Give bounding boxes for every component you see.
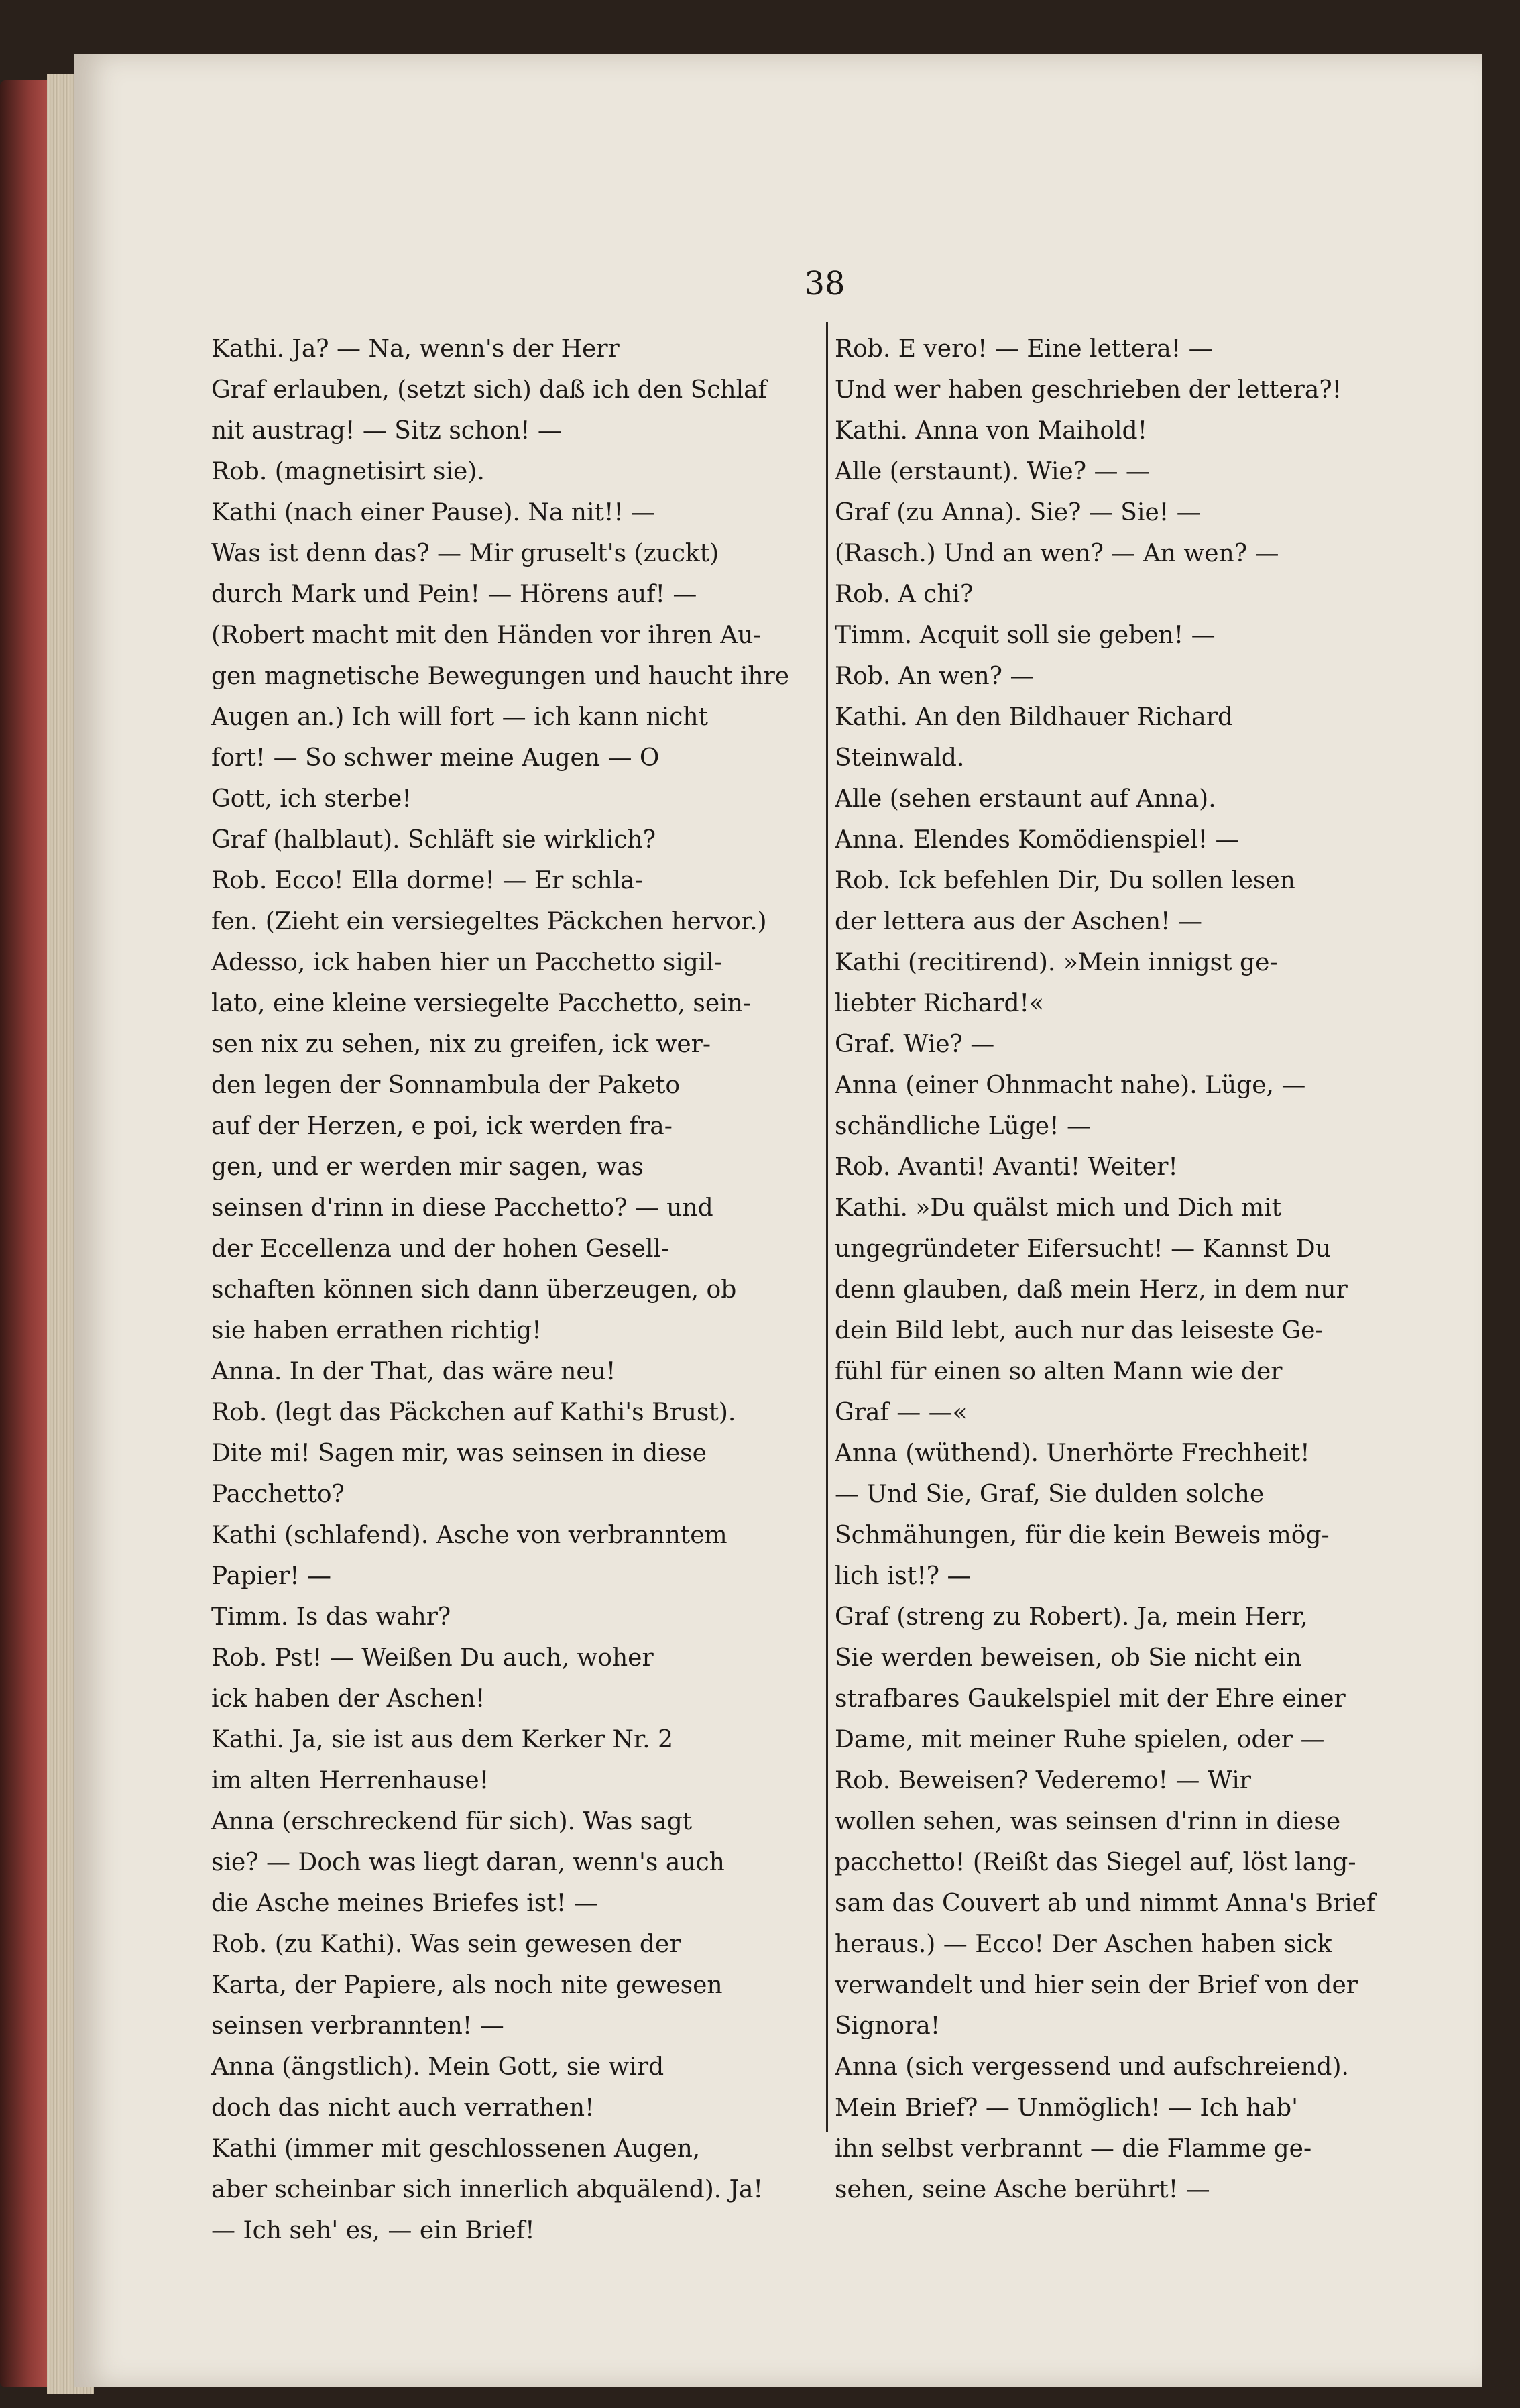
text-line: heraus.) — Ecco! Der Aschen haben sick [835, 1931, 1332, 1958]
text-line: Anna (ängstlich). Mein Gott, sie wird [211, 2053, 664, 2081]
text-line: Steinwald. [835, 744, 965, 772]
text-line: die Asche meines Briefes ist! — [211, 1890, 598, 1917]
text-line: Graf (halblaut). Schläft sie wirklich? [211, 826, 656, 854]
text-line: ick haben der Aschen! [211, 1685, 485, 1713]
text-line: Timm. Is das wahr? [211, 1603, 451, 1631]
text-line: Anna (sich vergessend und aufschreiend). [835, 2053, 1349, 2081]
text-line: Rob. Beweisen? Vederemo! — Wir [835, 1767, 1251, 1794]
text-line: fühl für einen so alten Mann wie der [835, 1358, 1283, 1385]
text-line: fen. (Zieht ein versiegeltes Päckchen hervor.) [211, 908, 767, 935]
page-number: 38 [804, 265, 845, 302]
text-line: seinsen d'rinn in diese Pacchetto? — und [211, 1194, 713, 1222]
text-line: Kathi. Ja, sie ist aus dem Kerker Nr. 2 [211, 1726, 674, 1754]
text-line: sehen, seine Asche berührt! — [835, 2176, 1210, 2203]
text-line: Kathi. Ja? — Na, wenn's der Herr [211, 335, 620, 363]
text-line: liebter Richard!« [835, 990, 1044, 1017]
text-line: Graf. Wie? — [835, 1031, 995, 1058]
text-line: Graf erlauben, (setzt sich) daß ich den Schlaf [211, 376, 767, 404]
text-line: Sie werden beweisen, ob Sie nicht ein [835, 1644, 1302, 1672]
text-line: Kathi. Anna von Maihold! [835, 417, 1148, 445]
text-line: im alten Herrenhause! [211, 1767, 489, 1794]
text-line: Rob. An wen? — [835, 663, 1035, 690]
text-line: der lettera aus der Aschen! — [835, 908, 1202, 935]
text-line: Timm. Acquit soll sie geben! — [835, 622, 1216, 649]
text-line: Kathi. »Du quälst mich und Dich mit [835, 1194, 1282, 1222]
text-line: fort! — So schwer meine Augen — O [211, 744, 660, 772]
text-line: auf der Herzen, e poi, ick werden fra- [211, 1112, 673, 1140]
text-line: schaften können sich dann überzeugen, ob [211, 1276, 737, 1304]
text-line: aber scheinbar sich innerlich abquälend). Ja! [211, 2176, 763, 2203]
text-line: Kathi (immer mit geschlossenen Augen, [211, 2135, 701, 2163]
text-line: Kathi (nach einer Pause). Na nit!! — [211, 499, 656, 526]
text-line: Anna (wüthend). Unerhörte Frechheit! [835, 1440, 1310, 1467]
text-line: Pacchetto? [211, 1481, 345, 1508]
text-line: Anna. Elendes Komödienspiel! — [835, 826, 1240, 854]
text-line: Anna (einer Ohnmacht nahe). Lüge, — [835, 1072, 1306, 1099]
text-line: Adesso, ick haben hier un Pacchetto sigil- [211, 949, 723, 976]
text-line: den legen der Sonnambula der Paketo [211, 1072, 681, 1099]
text-line: Graf (zu Anna). Sie? — Sie! — [835, 499, 1201, 526]
text-line: Kathi. An den Bildhauer Richard [835, 703, 1234, 731]
text-line: ungegründeter Eifersucht! — Kannst Du [835, 1235, 1331, 1263]
text-line: sie haben errathen richtig! [211, 1317, 542, 1344]
text-line: Kathi (schlafend). Asche von verbranntem [211, 1522, 727, 1549]
text-line: Und wer haben geschrieben der lettera?! [835, 376, 1342, 404]
text-line: lich ist!? — [835, 1562, 972, 1590]
text-line: — Und Sie, Graf, Sie dulden solche [835, 1481, 1265, 1508]
text-line: dein Bild lebt, auch nur das leiseste Ge- [835, 1317, 1324, 1344]
text-line: Mein Brief? — Unmöglich! — Ich hab' [835, 2094, 1299, 2122]
text-line: Rob. Ick befehlen Dir, Du sollen lesen [835, 867, 1295, 895]
text-line: Rob. (magnetisirt sie). [211, 458, 485, 485]
text-line: Anna. In der That, das wäre neu! [211, 1358, 616, 1385]
text-line: Graf — —« [835, 1399, 968, 1426]
text-line: sen nix zu sehen, nix zu greifen, ick wer- [211, 1031, 711, 1058]
text-line: Rob. (legt das Päckchen auf Kathi's Brust). [211, 1399, 736, 1426]
text-line: pacchetto! (Reißt das Siegel auf, löst lang- [835, 1849, 1356, 1876]
text-line: Anna (erschreckend für sich). Was sagt [211, 1808, 693, 1835]
text-line: Schmähungen, für die kein Beweis mög- [835, 1522, 1330, 1549]
text-line: (Rasch.) Und an wen? — An wen? — [835, 540, 1279, 567]
text-line: Alle (erstaunt). Wie? — — [835, 458, 1150, 485]
text-line: sie? — Doch was liegt daran, wenn's auch [211, 1849, 725, 1876]
text-line: gen, und er werden mir sagen, was [211, 1153, 644, 1181]
text-line: Rob. E vero! — Eine lettera! — [835, 335, 1213, 363]
text-line: Papier! — [211, 1562, 332, 1590]
text-line: Signora! [835, 2012, 941, 2040]
right-text-column [835, 329, 1452, 2210]
text-line: Rob. (zu Kathi). Was sein gewesen der [211, 1931, 681, 1958]
text-line: lato, eine kleine versiegelte Pacchetto, sein- [211, 990, 752, 1017]
text-line: Augen an.) Ich will fort — ich kann nicht [211, 703, 709, 731]
text-line: denn glauben, daß mein Herz, in dem nur [835, 1276, 1348, 1304]
text-line: wollen sehen, was seinsen d'rinn in diese [835, 1808, 1341, 1835]
text-line: Rob. Pst! — Weißen Du auch, woher [211, 1644, 654, 1672]
text-line: Graf (streng zu Robert). Ja, mein Herr, [835, 1603, 1308, 1631]
text-line: Dame, mit meiner Ruhe spielen, oder — [835, 1726, 1325, 1754]
text-line: nit austrag! — Sitz schon! — [211, 417, 562, 445]
text-line: sam das Couvert ab und nimmt Anna's Brief [835, 1890, 1376, 1917]
text-line: (Robert macht mit den Händen vor ihren Au- [211, 622, 762, 649]
text-line: — Ich seh' es, — ein Brief! [211, 2217, 535, 2244]
text-line: Kathi (recitirend). »Mein innigst ge- [835, 949, 1278, 976]
text-line: gen magnetische Bewegungen und haucht ihre [211, 663, 790, 690]
text-line: durch Mark und Pein! — Hörens auf! — [211, 581, 697, 608]
text-line: der Eccellenza und der hohen Gesell- [211, 1235, 670, 1263]
text-line: Gott, ich sterbe! [211, 785, 412, 813]
text-line: ihn selbst verbrannt — die Flamme ge- [835, 2135, 1312, 2163]
text-line: strafbares Gaukelspiel mit der Ehre einer [835, 1685, 1346, 1713]
text-line: verwandelt und hier sein der Brief von der [835, 1971, 1358, 1999]
text-line: doch das nicht auch verrathen! [211, 2094, 595, 2122]
text-line: Rob. Ecco! Ella dorme! — Er schla- [211, 867, 643, 895]
text-line: Dite mi! Sagen mir, was seinsen in diese [211, 1440, 707, 1467]
text-line: Was ist denn das? — Mir gruselt's (zuckt) [211, 540, 719, 567]
text-line: Karta, der Papiere, als noch nite gewesen [211, 1971, 723, 1999]
text-line: Rob. Avanti! Avanti! Weiter! [835, 1153, 1178, 1181]
text-line: seinsen verbrannten! — [211, 2012, 504, 2040]
text-line: schändliche Lüge! — [835, 1112, 1091, 1140]
left-text-column [211, 329, 828, 2251]
text-line: Rob. A chi? [835, 581, 974, 608]
text-line: Alle (sehen erstaunt auf Anna). [835, 785, 1216, 813]
